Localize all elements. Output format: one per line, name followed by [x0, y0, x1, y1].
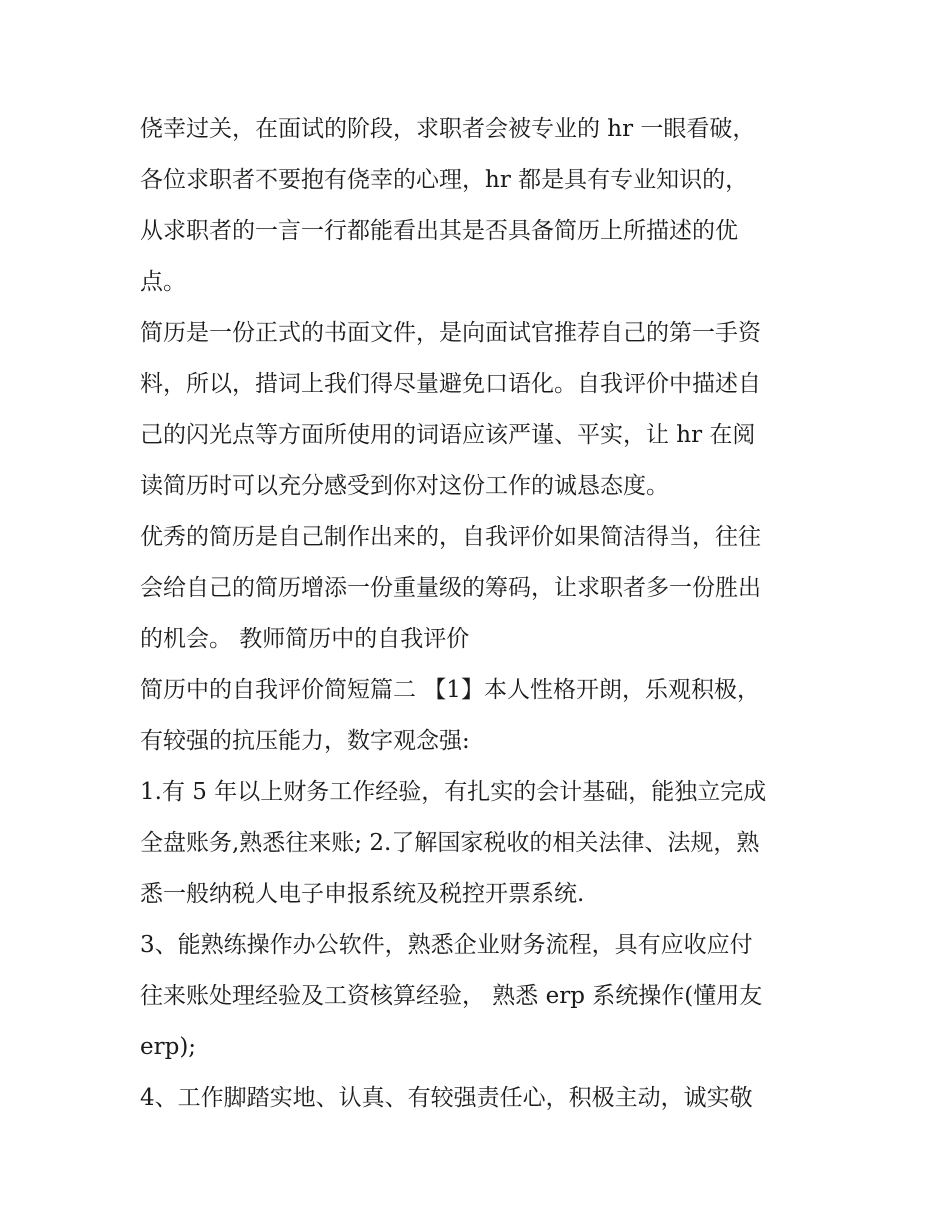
text-line: 1.有 5 年以上财务工作经验，有扎实的会计基础，能独立完成 [140, 779, 767, 805]
text-line: 往来账处理经验及工资核算经验， 熟悉 erp 系统操作(懂用友 [140, 983, 763, 1009]
text-line: 从求职者的一言一行都能看出其是否具备简历上所描述的优 [140, 218, 738, 244]
text-line: 的机会。 教师简历中的自我评价 [140, 626, 470, 652]
text-line: 4、工作脚踏实地、认真、有较强责任心，积极主动，诚实敬 [140, 1085, 753, 1111]
text-line: erp); [140, 1034, 197, 1060]
text-line: 简历中的自我评价简短篇二 【1】本人性格开朗，乐观积极， [140, 677, 760, 703]
text-line: 有较强的抗压能力，数字观念强: [140, 728, 470, 754]
text-line: 己的闪光点等方面所使用的词语应该严谨、平实，让 hr 在阅 [140, 422, 756, 448]
text-line: 全盘账务,熟悉往来账; 2.了解国家税收的相关法律、法规，熟 [140, 830, 760, 856]
text-line: 会给自己的简历增添一份重量级的筹码，让求职者多一份胜出 [140, 575, 761, 601]
text-line: 点。 [140, 269, 186, 295]
text-line: 简历是一份正式的书面文件，是向面试官推荐自己的第一手资 [140, 320, 761, 346]
document-body [140, 104, 820, 1124]
text-line: 优秀的简历是自己制作出来的，自我评价如果简洁得当，往往 [140, 524, 761, 550]
text-line: 各位求职者不要抱有侥幸的心理，hr 都是具有专业知识的， [140, 167, 749, 193]
text-line: 3、能熟练操作办公软件，熟悉企业财务流程，具有应收应付 [140, 932, 753, 958]
text-line: 侥幸过关，在面试的阶段，求职者会被专业的 hr 一眼看破， [140, 116, 756, 142]
text-line: 读简历时可以充分感受到你对这份工作的诚恳态度。 [140, 473, 669, 499]
text-line: 悉一般纳税人电子申报系统及税控开票系统. [140, 881, 585, 907]
text-line: 料，所以，措词上我们得尽量避免口语化。自我评价中描述自 [140, 371, 761, 397]
